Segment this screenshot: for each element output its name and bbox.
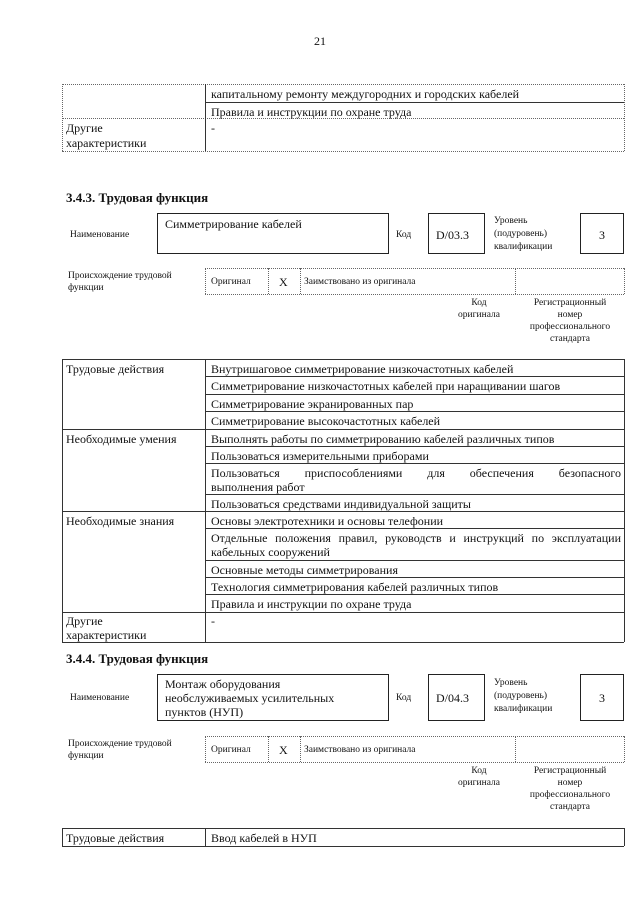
name-value: Монтаж оборудования (165, 677, 281, 691)
original-label: Оригинал (211, 277, 251, 287)
table-border (62, 612, 624, 613)
table-border (205, 463, 624, 464)
knowledge-item: Правила и инструкции по охране труда (211, 597, 412, 611)
knowledge-item: Основы электротехники и основы телефонии (211, 514, 444, 528)
table-border (268, 268, 269, 294)
knowledge-item: Отдельные положения правил, руководств и инструкций по эксплуатации (211, 531, 621, 545)
name-value: необслуживаемых усилительных (165, 691, 335, 705)
code-original-label: оригинала (458, 310, 500, 320)
knowledge-label: Необходимые знания (66, 514, 175, 528)
table-border (62, 84, 63, 151)
code-box (428, 213, 485, 254)
page-number: 21 (314, 34, 326, 48)
name-value: пунктов (НУП) (165, 705, 244, 719)
other-label: Другие (66, 614, 103, 628)
table-border (624, 84, 625, 151)
origin-label: функции (68, 283, 104, 293)
table-border (62, 84, 624, 85)
other-value: - (211, 121, 215, 135)
level-label: (подуровень) (494, 691, 548, 701)
borrowed-label: Заимствовано из оригинала (304, 277, 416, 287)
table-border (205, 528, 624, 529)
table-border (62, 511, 624, 512)
reg-number-label: Регистрационный (533, 766, 607, 776)
table-border (205, 376, 624, 377)
code-label: Код (396, 230, 412, 240)
knowledge-item: кабельных сооружений (211, 545, 330, 559)
other-label: Другие (66, 121, 103, 135)
table-border (205, 294, 624, 295)
reg-number-label: профессионального (529, 790, 611, 800)
original-mark: X (279, 275, 288, 289)
reg-number-label: номер (557, 310, 583, 320)
reg-number-label: стандарта (550, 334, 590, 344)
actions-label: Трудовые действия (66, 831, 165, 845)
table-border (205, 359, 206, 642)
skills-label: Необходимые умения (66, 432, 177, 446)
original-label: Оригинал (211, 745, 251, 755)
borrowed-label: Заимствовано из оригинала (304, 745, 416, 755)
table-border (62, 828, 624, 829)
action-item: Внутришаговое симметрирование низкочастотных кабелей (211, 362, 514, 376)
code-original-label: Код (471, 766, 487, 776)
skill-item: выполнения работ (211, 480, 305, 494)
skill-item: Выполнять работы по симметрированию кабелей различных типов (211, 432, 555, 446)
name-box (157, 674, 389, 721)
level-label: Уровень (494, 678, 528, 688)
code-value: D/04.3 (436, 691, 469, 705)
name-box (157, 213, 389, 254)
table-border (300, 736, 301, 762)
level-label: (подуровень) (494, 229, 548, 239)
table-border (205, 84, 206, 151)
level-box (580, 674, 624, 721)
table-border (624, 268, 625, 294)
table-border (205, 102, 624, 103)
table-border (515, 736, 516, 762)
table-border (62, 846, 624, 847)
skill-item: Пользоваться средствами индивидуальной защиты (211, 497, 471, 511)
reg-number-label: Регистрационный (533, 298, 607, 308)
table-border (205, 828, 206, 846)
table-border (205, 394, 624, 395)
table-border (205, 560, 624, 561)
table-border (205, 736, 206, 762)
name-label: Наименование (70, 230, 130, 240)
level-value: 3 (599, 228, 605, 242)
table-border (62, 642, 624, 643)
other-value: - (211, 614, 215, 628)
table-border (205, 762, 624, 763)
table-border (62, 359, 624, 360)
reg-number-label: стандарта (550, 802, 590, 812)
table-border (62, 828, 63, 846)
reg-number-label: номер (557, 778, 583, 788)
table-border (300, 268, 301, 294)
code-original-label: оригинала (458, 778, 500, 788)
name-value: Симметрирование кабелей (165, 217, 302, 231)
code-value: D/03.3 (436, 228, 469, 242)
table-border (205, 411, 624, 412)
table-border (268, 736, 269, 762)
table-border (515, 268, 516, 294)
origin-label: Происхождение трудовой (68, 739, 172, 749)
top-row-2: Правила и инструкции по охране труда (211, 105, 412, 119)
code-label: Код (396, 693, 412, 703)
original-mark: X (279, 743, 288, 757)
table-border (205, 494, 624, 495)
table-border (624, 828, 625, 846)
table-border (624, 359, 625, 642)
level-box (580, 213, 624, 254)
table-border (205, 594, 624, 595)
actions-label: Трудовые действия (66, 362, 165, 376)
code-original-label: Код (471, 298, 487, 308)
action-item: Ввод кабелей в НУП (211, 831, 317, 845)
table-border (62, 359, 63, 642)
top-row-1: капитальному ремонту междугородних и городских кабелей (211, 87, 520, 101)
table-border (205, 268, 206, 294)
knowledge-item: Основные методы симметрирования (211, 563, 398, 577)
table-border (62, 151, 624, 152)
skill-item: Пользоваться приспособлениями для обеспечения безопасного (211, 466, 621, 480)
origin-label: функции (68, 751, 104, 761)
section-heading: 3.4.3. Трудовая функция (66, 190, 209, 205)
knowledge-item: Технология симметрирования кабелей различных типов (211, 580, 499, 594)
level-label: Уровень (494, 216, 528, 226)
section-heading: 3.4.4. Трудовая функция (66, 651, 209, 666)
skill-item: Пользоваться измерительными приборами (211, 449, 429, 463)
action-item: Симметрирование низкочастотных кабелей при наращивании шагов (211, 379, 561, 393)
other-label: характеристики (66, 628, 147, 642)
action-item: Симметрирование экранированных пар (211, 397, 414, 411)
reg-number-label: профессионального (529, 322, 611, 332)
level-value: 3 (599, 691, 605, 705)
action-item: Симметрирование высокочастотных кабелей (211, 414, 441, 428)
code-box (428, 674, 485, 721)
origin-label: Происхождение трудовой (68, 271, 172, 281)
table-border (205, 446, 624, 447)
other-label: характеристики (66, 136, 147, 150)
level-label: квалификации (494, 242, 553, 252)
name-label: Наименование (70, 693, 130, 703)
table-border (62, 429, 624, 430)
level-label: квалификации (494, 704, 553, 714)
table-border (624, 736, 625, 762)
table-border (205, 577, 624, 578)
